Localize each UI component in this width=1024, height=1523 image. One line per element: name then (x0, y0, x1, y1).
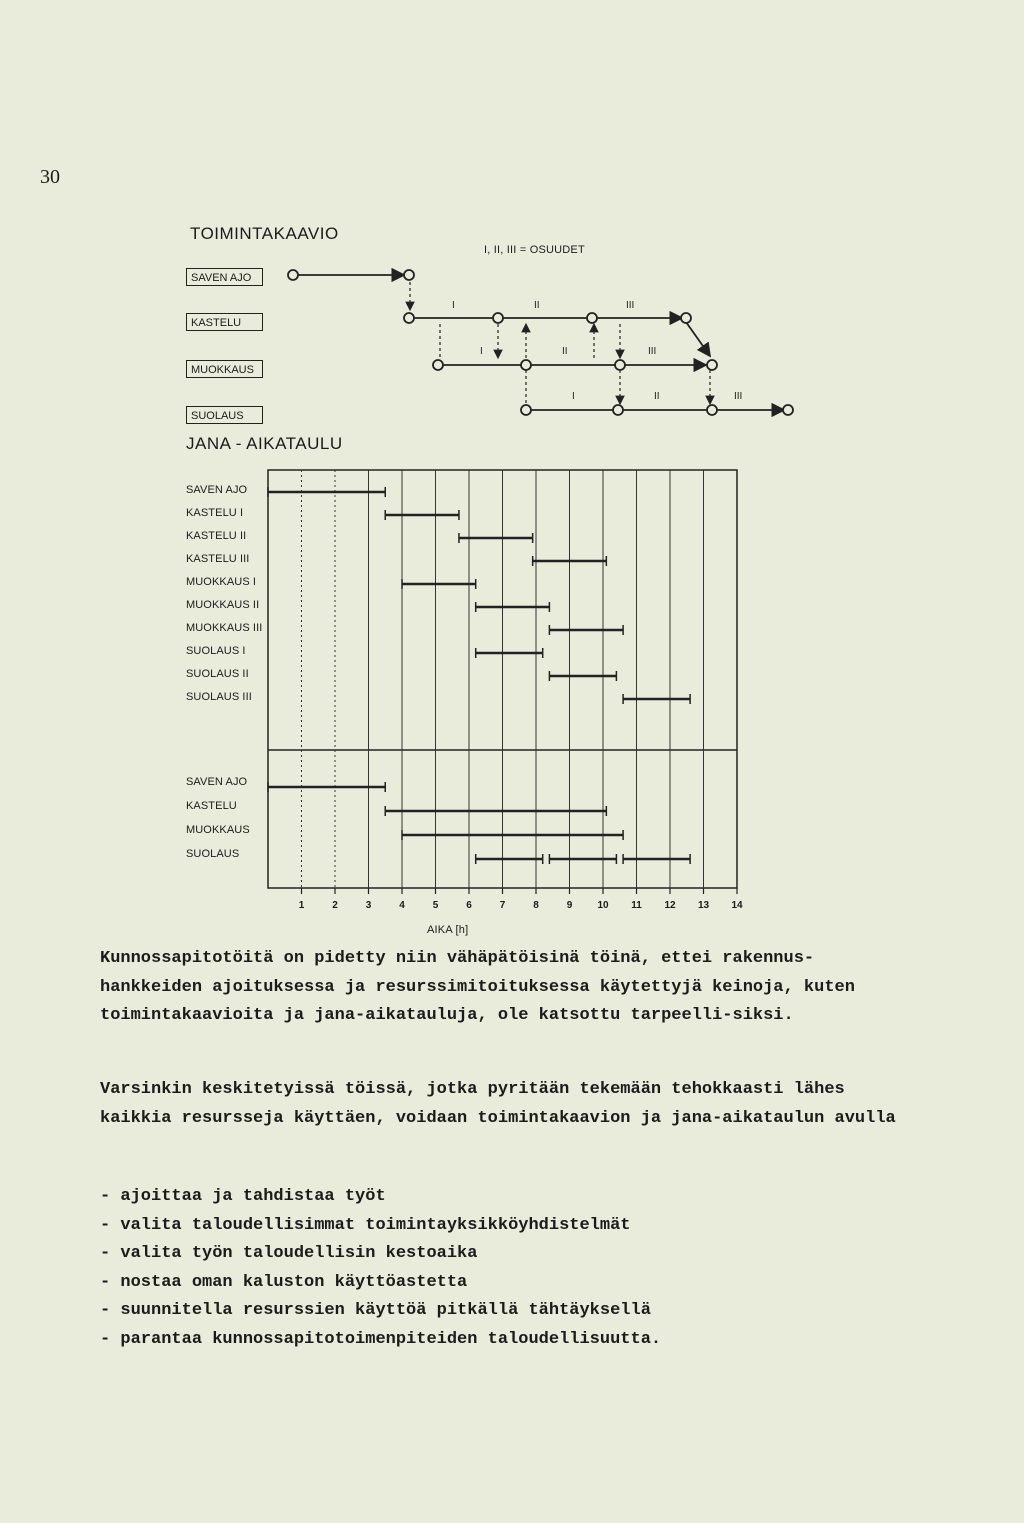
benefits-list (100, 1183, 910, 1354)
gantt-row-label: SUOLAUS (186, 848, 240, 860)
gantt-row-label: MUOKKAUS (186, 824, 250, 836)
x-tick-label: 4 (399, 900, 405, 911)
x-tick-label: 12 (664, 900, 676, 911)
section-mark: III (626, 300, 635, 311)
list-item: - ajoittaa ja tahdistaa työt (100, 1187, 386, 1206)
gantt-row-label: SUOLAUS II (186, 668, 249, 680)
activity-box-muokkaus: MUOKKAUS (186, 360, 263, 378)
section-mark: II (562, 346, 568, 357)
x-tick-label: 6 (466, 900, 472, 911)
list-item: - valita työn taloudellisin kestoaika (100, 1244, 478, 1263)
schedule-title: JANA - AIKATAULU (186, 434, 343, 453)
x-axis-label: AIKA [h] (427, 924, 469, 936)
paragraph-1: Kunnossapitotöitä on pidetty niin vähäpätöisinä töinä, ettei rakennus-hankkeiden ajoituksessa ja resurssimitoituksessa käytettyjä keinoja, kuten toimintakaavioita ja jana-aikatauluja, ole katsottu tarpeelli-siksi. (100, 949, 855, 1025)
paragraph-2: Varsinkin keskitetyissä töissä, jotka pyritään tekemään tehokkaasti lähes kaikkia resursseja käyttäen, voidaan toimintakaavion ja jana-aikataulun avulla (100, 1080, 896, 1128)
section-mark: III (734, 391, 743, 402)
section-mark: III (648, 346, 657, 357)
gantt-row-label: SUOLAUS I (186, 645, 246, 657)
list-item: - suunnitella resurssien käyttöä pitkällä tähtäyksellä (100, 1301, 651, 1320)
x-tick-label: 10 (597, 900, 609, 911)
x-tick-label: 7 (499, 900, 506, 911)
x-tick-label: 11 (631, 900, 642, 911)
gantt-row-label: SUOLAUS III (186, 691, 252, 703)
x-tick-label: 3 (365, 900, 372, 911)
x-tick-label: 13 (697, 900, 710, 911)
x-tick-label: 9 (566, 900, 573, 911)
gantt-row-label: MUOKKAUS II (186, 599, 260, 611)
activity-box-saven-ajo: SAVEN AJO (186, 268, 263, 286)
gantt-row-label: KASTELU II (186, 530, 247, 542)
x-tick-label: 14 (731, 900, 743, 911)
gantt-row-label: SAVEN AJO (186, 484, 248, 496)
gantt-row-label: KASTELU (186, 800, 237, 812)
list-item: - nostaa oman kaluston käyttöastetta (100, 1272, 468, 1292)
gantt-row-label: KASTELU III (186, 553, 250, 565)
activity-box-suolaus: SUOLAUS (186, 406, 263, 424)
diagram-legend: I, II, III = OSUUDET (484, 244, 585, 256)
page-number: 30 (40, 166, 60, 188)
gantt-row-label: SAVEN AJO (186, 776, 248, 788)
activity-box-kastelu: KASTELU (186, 313, 263, 331)
x-tick-label: 8 (533, 900, 539, 911)
gantt-row-label: MUOKKAUS I (186, 576, 257, 588)
gantt-row-label: MUOKKAUS III (186, 622, 263, 634)
x-tick-label: 1 (298, 900, 305, 911)
body-text (100, 945, 910, 1031)
body-text-2 (100, 1076, 910, 1133)
section-mark: I (480, 346, 483, 357)
section-mark: I (452, 300, 455, 311)
section-mark: I (572, 391, 575, 402)
x-tick-label: 5 (432, 900, 439, 911)
x-tick-label: 2 (332, 900, 338, 911)
section-mark: II (534, 300, 540, 311)
list-item: - valita taloudellisimmat toimintayksikköyhdistelmät (100, 1215, 631, 1235)
list-item: - parantaa kunnossapitotoimenpiteiden taloudellisuutta. (100, 1329, 662, 1349)
diagram-title: TOIMINTAKAAVIO (190, 224, 339, 243)
gantt-row-label: KASTELU I (186, 507, 244, 519)
section-mark: II (654, 391, 660, 402)
